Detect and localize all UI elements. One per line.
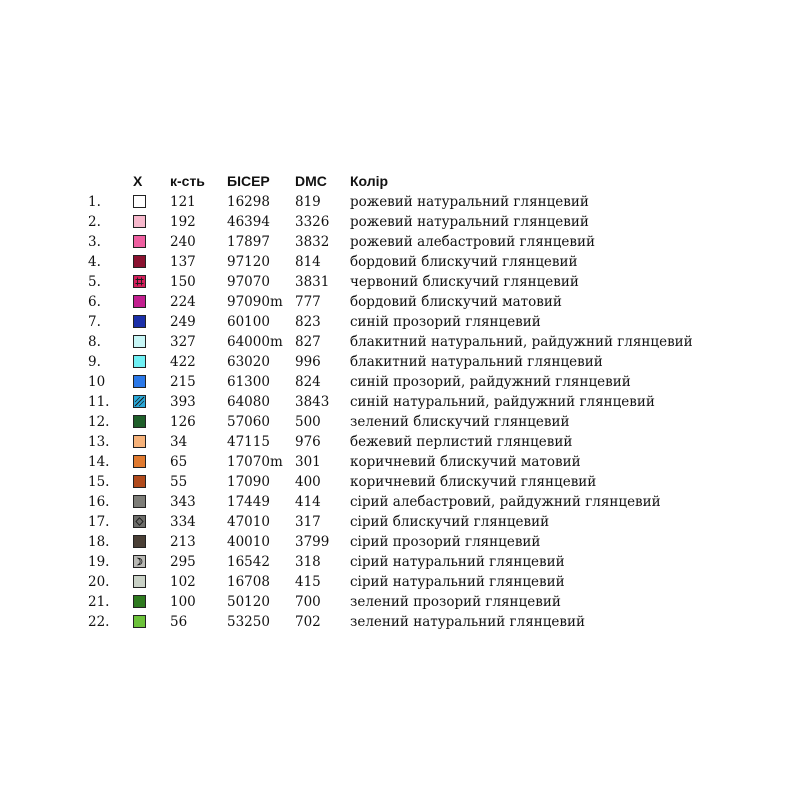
row-color-name: бордовий блискучий глянцевий (350, 254, 578, 270)
row-bead-code: 47115 (227, 434, 270, 450)
row-dmc-code: 814 (295, 254, 321, 270)
row-number: 3. (88, 234, 101, 250)
row-number: 19. (88, 554, 110, 570)
legend-row (88, 192, 768, 212)
row-bead-code: 64000m (227, 334, 283, 350)
row-bead-code: 17449 (227, 494, 270, 510)
bead-color-legend (88, 170, 768, 632)
legend-row (88, 592, 768, 612)
row-dmc-code: 3799 (295, 534, 330, 550)
color-swatch (133, 355, 146, 368)
legend-row (88, 372, 768, 392)
row-quantity: 150 (170, 274, 196, 290)
color-swatch (133, 315, 146, 328)
color-swatch (133, 375, 146, 388)
row-color-name: рожевий натуральний глянцевий (350, 214, 589, 230)
row-dmc-code: 500 (295, 414, 321, 430)
row-quantity: 126 (170, 414, 196, 430)
row-color-name: рожевий натуральний глянцевий (350, 194, 589, 210)
legend-row (88, 352, 768, 372)
header-color: Колір (350, 173, 389, 189)
row-quantity: 55 (170, 474, 188, 490)
row-quantity: 100 (170, 594, 196, 610)
row-dmc-code: 702 (295, 614, 321, 630)
legend-row (88, 492, 768, 512)
row-number: 14. (88, 454, 110, 470)
row-color-name: синій прозорий, райдужний глянцевий (350, 374, 631, 390)
color-swatch (133, 415, 146, 428)
row-dmc-code: 317 (295, 514, 321, 530)
color-swatch (133, 275, 146, 288)
row-dmc-code: 3843 (295, 394, 330, 410)
row-quantity: 334 (170, 514, 196, 530)
header-quantity: к-сть (170, 173, 205, 189)
row-color-name: зелений прозорий глянцевий (350, 594, 561, 610)
legend-row (88, 532, 768, 552)
color-swatch (133, 455, 146, 468)
row-quantity: 213 (170, 534, 196, 550)
row-dmc-code: 415 (295, 574, 321, 590)
row-quantity: 295 (170, 554, 196, 570)
row-bead-code: 46394 (227, 214, 270, 230)
legend-row (88, 312, 768, 332)
row-quantity: 102 (170, 574, 196, 590)
diamond-symbol-icon (134, 516, 145, 527)
row-color-name: блакитний натуральний глянцевий (350, 354, 603, 370)
row-bead-code: 17090 (227, 474, 270, 490)
row-quantity: 215 (170, 374, 196, 390)
row-quantity: 192 (170, 214, 196, 230)
row-color-name: бежевий перлистий глянцевий (350, 434, 573, 450)
row-color-name: коричневий блискучий матовий (350, 454, 581, 470)
row-number: 20. (88, 574, 110, 590)
row-bead-code: 53250 (227, 614, 270, 630)
row-dmc-code: 700 (295, 594, 321, 610)
legend-row (88, 512, 768, 532)
row-bead-code: 97120 (227, 254, 270, 270)
color-swatch (133, 595, 146, 608)
color-swatch (133, 295, 146, 308)
row-dmc-code: 301 (295, 454, 321, 470)
row-color-name: синій натуральний, райдужний глянцевий (350, 394, 655, 410)
row-number: 13. (88, 434, 110, 450)
row-quantity: 422 (170, 354, 196, 370)
legend-row (88, 392, 768, 412)
legend-row (88, 212, 768, 232)
legend-row (88, 332, 768, 352)
row-color-name: зелений натуральний глянцевий (350, 614, 585, 630)
row-bead-code: 16298 (227, 194, 270, 210)
grid-symbol-icon (134, 276, 145, 287)
row-dmc-code: 777 (295, 294, 321, 310)
row-bead-code: 97070 (227, 274, 270, 290)
color-swatch (133, 255, 146, 268)
row-quantity: 65 (170, 454, 188, 470)
legend-header (88, 170, 768, 192)
color-swatch (133, 615, 146, 628)
row-color-name: коричневий блискучий глянцевий (350, 474, 597, 490)
row-color-name: синій прозорий глянцевий (350, 314, 541, 330)
row-dmc-code: 996 (295, 354, 321, 370)
row-bead-code: 47010 (227, 514, 270, 530)
row-bead-code: 64080 (227, 394, 270, 410)
row-bead-code: 97090m (227, 294, 283, 310)
row-dmc-code: 824 (295, 374, 321, 390)
row-quantity: 121 (170, 194, 196, 210)
row-quantity: 249 (170, 314, 196, 330)
legend-row (88, 292, 768, 312)
row-dmc-code: 823 (295, 314, 321, 330)
row-color-name: сірий прозорий глянцевий (350, 534, 541, 550)
row-dmc-code: 414 (295, 494, 321, 510)
row-quantity: 224 (170, 294, 196, 310)
row-number: 17. (88, 514, 110, 530)
header-dmc: DMC (295, 173, 327, 189)
row-number: 5. (88, 274, 101, 290)
legend-row (88, 472, 768, 492)
row-dmc-code: 827 (295, 334, 321, 350)
legend-row (88, 432, 768, 452)
row-number: 12. (88, 414, 110, 430)
row-number: 2. (88, 214, 101, 230)
row-bead-code: 17070m (227, 454, 283, 470)
row-number: 4. (88, 254, 101, 270)
row-dmc-code: 318 (295, 554, 321, 570)
row-bead-code: 60100 (227, 314, 270, 330)
row-dmc-code: 976 (295, 434, 321, 450)
row-color-name: сірий натуральний глянцевий (350, 574, 565, 590)
color-swatch (133, 435, 146, 448)
row-dmc-code: 3831 (295, 274, 330, 290)
row-number: 21. (88, 594, 110, 610)
row-bead-code: 16708 (227, 574, 270, 590)
row-number: 1. (88, 194, 101, 210)
header-symbol: X (133, 173, 143, 189)
row-dmc-code: 400 (295, 474, 321, 490)
row-dmc-code: 3326 (295, 214, 330, 230)
row-number: 8. (88, 334, 101, 350)
legend-row (88, 412, 768, 432)
row-bead-code: 63020 (227, 354, 270, 370)
color-swatch (133, 475, 146, 488)
color-swatch (133, 195, 146, 208)
color-swatch (133, 215, 146, 228)
diagonal-symbol-icon (134, 396, 145, 407)
row-number: 10 (88, 374, 106, 390)
legend-row (88, 272, 768, 292)
row-number: 16. (88, 494, 110, 510)
color-swatch (133, 515, 146, 528)
row-color-name: зелений блискучий глянцевий (350, 414, 570, 430)
legend-row (88, 452, 768, 472)
row-quantity: 327 (170, 334, 196, 350)
row-color-name: сірий натуральний глянцевий (350, 554, 565, 570)
row-number: 11. (88, 394, 110, 410)
row-bead-code: 50120 (227, 594, 270, 610)
row-color-name: блакитний натуральний, райдужний глянцевий (350, 334, 693, 350)
color-swatch (133, 235, 146, 248)
row-number: 9. (88, 354, 101, 370)
row-quantity: 343 (170, 494, 196, 510)
legend-row (88, 252, 768, 272)
row-quantity: 393 (170, 394, 196, 410)
legend-row (88, 232, 768, 252)
moon-symbol-icon (134, 556, 145, 567)
row-number: 15. (88, 474, 110, 490)
row-dmc-code: 3832 (295, 234, 330, 250)
row-color-name: бордовий блискучий матовий (350, 294, 562, 310)
row-dmc-code: 819 (295, 194, 321, 210)
color-swatch (133, 395, 146, 408)
row-quantity: 56 (170, 614, 188, 630)
row-bead-code: 57060 (227, 414, 270, 430)
row-color-name: сірий блискучий глянцевий (350, 514, 550, 530)
row-color-name: сірий алебастровий, райдужний глянцевий (350, 494, 661, 510)
row-quantity: 34 (170, 434, 188, 450)
row-number: 18. (88, 534, 110, 550)
row-bead-code: 17897 (227, 234, 270, 250)
color-swatch (133, 535, 146, 548)
row-color-name: червоний блискучий глянцевий (350, 274, 579, 290)
legend-row (88, 552, 768, 572)
color-swatch (133, 555, 146, 568)
row-number: 6. (88, 294, 101, 310)
row-bead-code: 61300 (227, 374, 270, 390)
legend-row (88, 572, 768, 592)
legend-rows (88, 192, 768, 632)
color-swatch (133, 495, 146, 508)
header-bead: БІСЕР (227, 173, 270, 189)
row-bead-code: 40010 (227, 534, 270, 550)
row-bead-code: 16542 (227, 554, 270, 570)
row-quantity: 137 (170, 254, 196, 270)
row-quantity: 240 (170, 234, 196, 250)
row-number: 22. (88, 614, 110, 630)
color-swatch (133, 575, 146, 588)
row-number: 7. (88, 314, 101, 330)
row-color-name: рожевий алебастровий глянцевий (350, 234, 595, 250)
legend-row (88, 612, 768, 632)
color-swatch (133, 335, 146, 348)
